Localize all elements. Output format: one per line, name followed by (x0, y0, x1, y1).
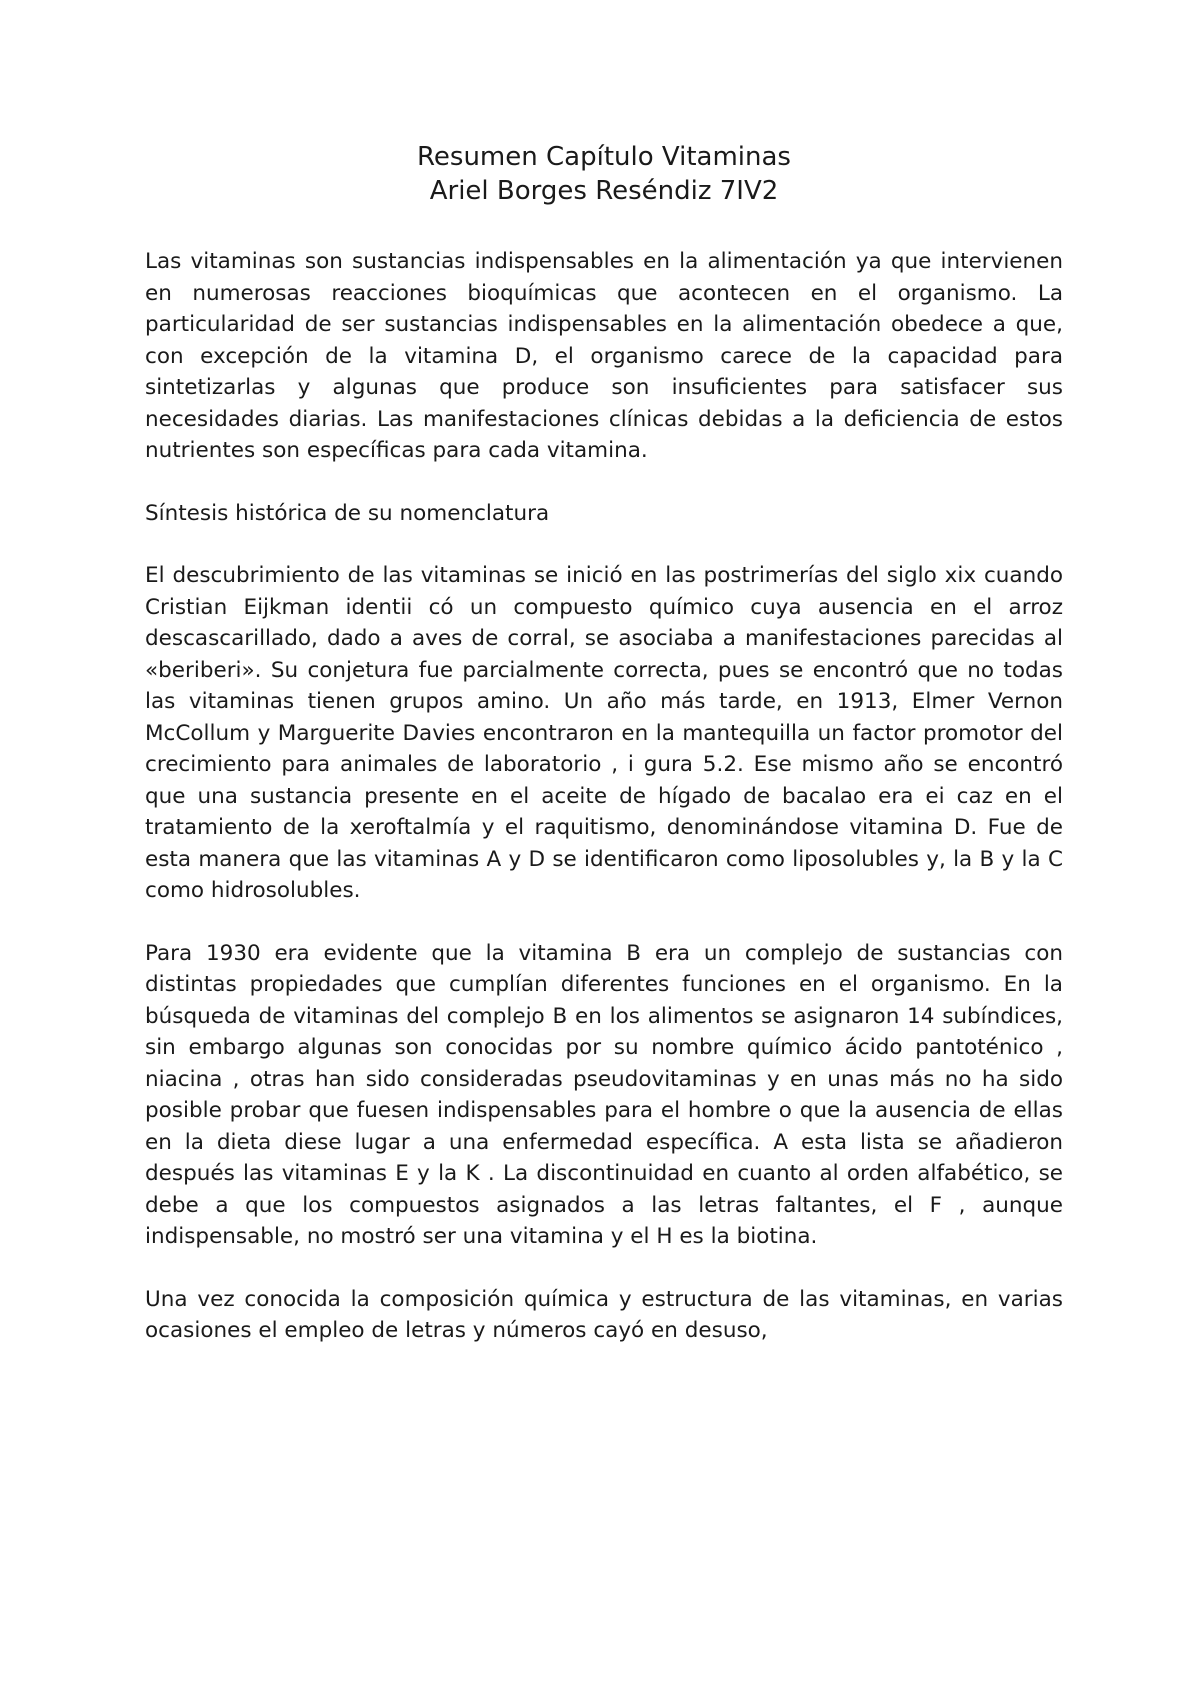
document-title: Resumen Capítulo Vitaminas (417, 142, 791, 172)
paragraph-intro: Las vitaminas son sustancias indispensables en la alimentación ya que intervienen en numerosas reacciones bioquímicas que acontecen en el organismo. La particularidad de ser sustancias indispensables en la alimentación obedece a que, con excepción de la vitamina D, el organismo carece de la capacidad para sintetizarlas y algunas que produce son insuficientes para satisfacer sus necesidades diarias. Las manifestaciones clínicas debidas a la deficiencia de estos nutrientes son específicas para cada vitamina. (145, 249, 1063, 463)
document-page (145, 140, 1063, 1378)
section-heading: Síntesis histórica de su nomenclatura (145, 500, 550, 526)
title-block (145, 140, 1063, 208)
paragraph-history: El descubrimiento de las vitaminas se inició en las postrimerías del siglo xix cuando Cristian Eijkman identii có un compuesto químico cuya ausencia en el arroz descascarillado, dado a aves de corral, se asociaba a manifestaciones parecidas al «beriberi». Su conjetura fue parcialmente correcta, pues se encontró que no todas las vitaminas tienen grupos amino. Un año más tarde, en 1913, Elmer Vernon McCollum y Marguerite Davies encontraron en la mantequilla un factor promotor del crecimiento para animales de laboratorio , i gura 5.2. Ese mismo año se encontró que una sustancia presente en el aceite de hígado de bacalao era ei caz en el tratamiento de la xeroftalmía y el raquitismo, denominándose vitamina D. Fue de esta manera que las vitaminas A y D se identificaron como liposolubles y, la B y la C como hidrosolubles. (145, 563, 1063, 903)
paragraph-complex-b: Para 1930 era evidente que la vitamina B era un complejo de sustancias con distintas propiedades que cumplían diferentes funciones en el organismo. En la búsqueda de vitaminas del complejo B en los alimentos se asignaron 14 subíndices, sin embargo algunas son conocidas por su nombre químico ácido pantoténico , niacina , otras han sido consideradas pseudovitaminas y en unas más no ha sido posible probar que fuesen indispensables para el hombre o que la ausencia de ellas en la dieta diese lugar a una enfermedad específica. A esta lista se añadieron después las vitaminas E y la K . La discontinuidad en cuanto al orden alfabético, se debe a que los compuestos asignados a las letras faltantes, el F , aunque indispensable, no mostró ser una vitamina y el H es la biotina. (145, 940, 1063, 1249)
document-author: Ariel Borges Reséndiz 7IV2 (429, 176, 779, 206)
paragraph-nomenclature: Una vez conocida la composición química y estructura de las vitaminas, en varias ocasiones el empleo de letras y números cayó en desuso, (145, 1286, 1063, 1343)
